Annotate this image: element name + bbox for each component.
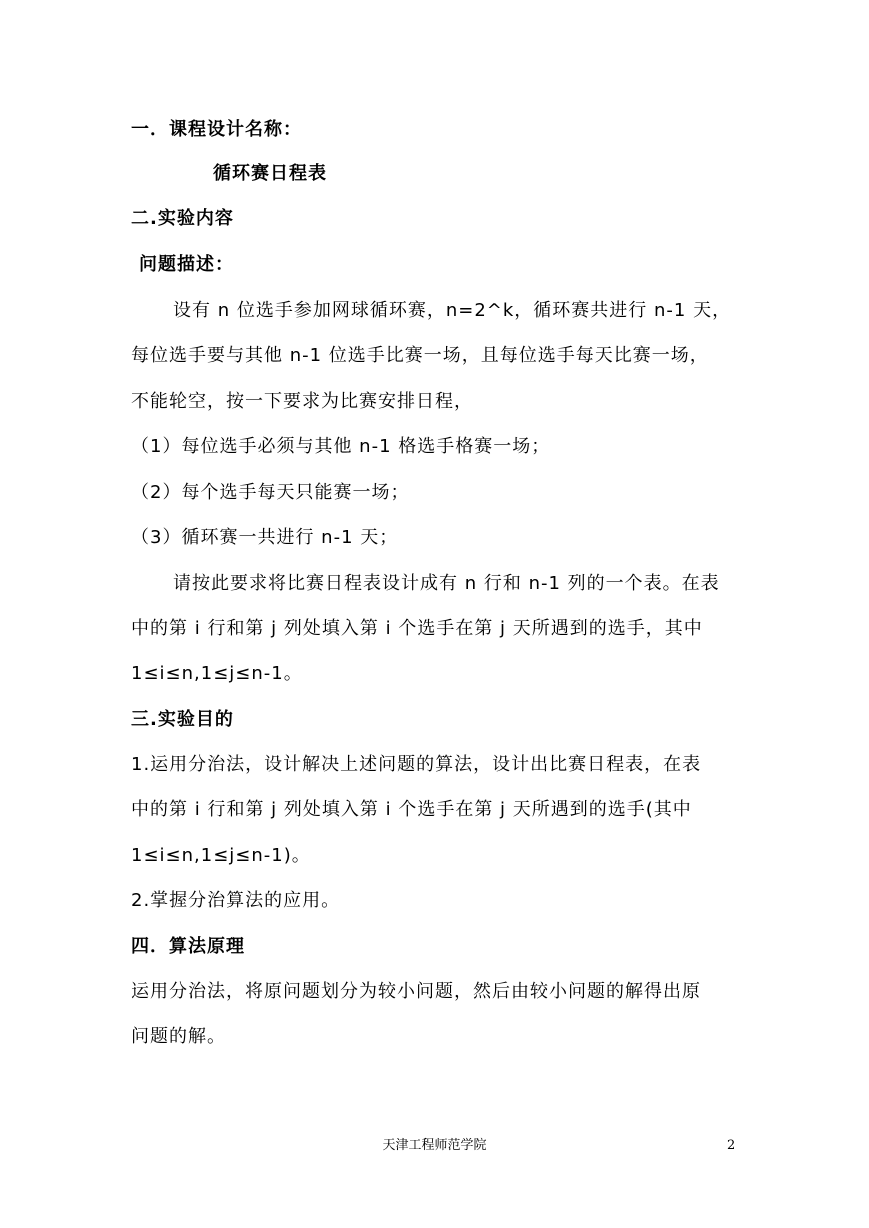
problem-description-heading: 问题描述： [139,254,234,275]
purpose-item-1-line-1: 1.运用分治法，设计解决上述问题的算法，设计出比赛日程表，在表 [131,754,702,775]
requirement-1: （1）每位选手必须与其他 n-1 格选手格赛一场； [131,436,551,457]
purpose-item-1-line-3: 1≤i≤n,1≤j≤n-1)。 [131,845,311,866]
algorithm-paragraph-line-2: 问题的解。 [131,1026,226,1047]
requirement-2: （2）每个选手每天只能赛一场； [131,482,410,503]
table-paragraph-line-2: 中的第 i 行和第 j 列处填入第 i 个选手在第 j 天所遇到的选手，其中 [131,618,703,639]
purpose-item-2: 2.掌握分治算法的应用。 [131,890,341,911]
section-1-heading: 一．课程设计名称： [131,119,302,140]
problem-paragraph-line-2: 每位选手要与其他 n-1 位选手比赛一场，且每位选手每天比赛一场， [131,345,709,366]
section-4-heading: 四．算法原理 [131,936,245,957]
purpose-item-1-line-2: 中的第 i 行和第 j 列处填入第 i 个选手在第 j 天所遇到的选手(其中 [131,799,692,820]
section-2-heading: 二.实验内容 [131,208,234,229]
problem-paragraph-line-1: 设有 n 位选手参加网球循环赛，n=2^k，循环赛共进行 n-1 天， [173,300,732,321]
problem-paragraph-line-3: 不能轮空，按一下要求为比赛安排日程， [131,391,473,412]
table-paragraph-line-1: 请按此要求将比赛日程表设计成有 n 行和 n-1 列的一个表。在表 [173,573,720,594]
course-title: 循环赛日程表 [213,163,327,184]
footer-institution: 天津工程师范学院 [382,1138,487,1153]
table-paragraph-line-3: 1≤i≤n,1≤j≤n-1。 [131,663,303,684]
requirement-3: （3）循环赛一共进行 n-1 天； [131,527,399,548]
algorithm-paragraph-line-1: 运用分治法，将原问题划分为较小问题，然后由较小问题的解得出原 [131,981,701,1002]
section-3-heading: 三.实验目的 [131,709,234,730]
page-number: 2 [727,1138,736,1153]
